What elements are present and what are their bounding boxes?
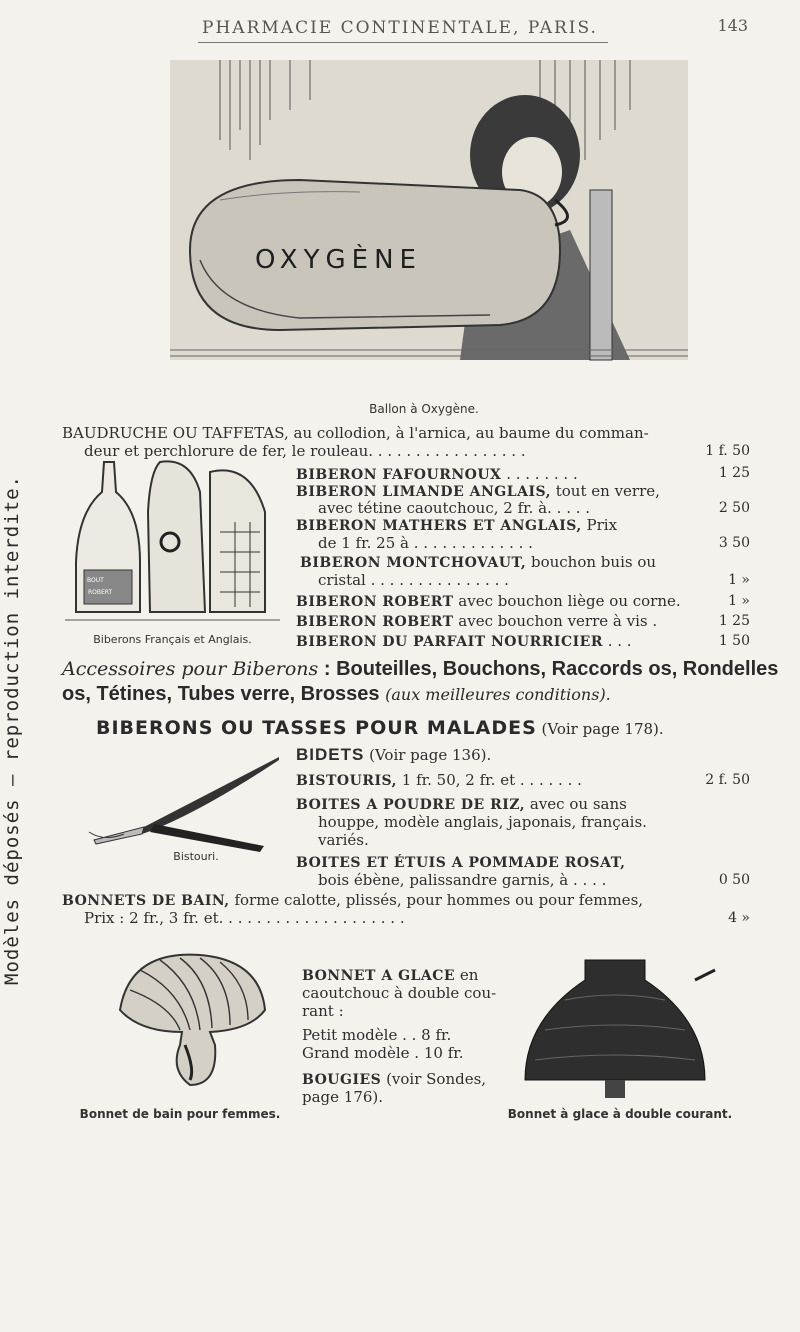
boites-riz-line-1 bbox=[296, 795, 627, 814]
biberon-item-2 bbox=[318, 499, 590, 517]
bonnet-glace-name: BONNET A GLACE bbox=[302, 968, 456, 984]
biberons-illustration bbox=[60, 452, 285, 632]
biberon-price-7: 1 » bbox=[728, 593, 750, 609]
bonnets-bain-name: BONNETS DE BAIN, bbox=[62, 893, 230, 909]
bonnet-glace-line-1 bbox=[302, 966, 478, 985]
boites-pommade-line-1 bbox=[296, 853, 626, 872]
bonnet-glace-petit: Petit modèle . . 8 fr. bbox=[302, 1026, 452, 1044]
balloon-caption: Ballon à Oxygène. bbox=[369, 402, 479, 416]
bidets-line bbox=[296, 746, 491, 764]
accessoires-line-1 bbox=[62, 656, 782, 681]
biberon-price-8: 1 25 bbox=[718, 613, 750, 629]
biberon-name-7: BIBERON ROBERT bbox=[296, 594, 454, 610]
bonnet-glace-caption: Bonnet à glace à double courant. bbox=[507, 1107, 733, 1121]
biberon-desc-4: de 1 fr. 25 à . . . . . . . . . . . . . bbox=[318, 534, 533, 552]
boites-pommade-price: 0 50 bbox=[718, 872, 750, 888]
biberon-name-3: BIBERON MATHERS ET ANGLAIS, bbox=[296, 518, 582, 534]
biberon-name-1: BIBERON LIMANDE ANGLAIS, bbox=[296, 484, 551, 500]
balloon-label: OXYGÈNE bbox=[255, 245, 422, 275]
bistouris-price: 2 f. 50 bbox=[705, 772, 750, 788]
biberon-name-5: BIBERON MONTCHOVAUT, bbox=[300, 555, 527, 571]
biberon-desc-3: Prix bbox=[581, 516, 618, 534]
boites-pommade-name: BOITES ET ÉTUIS A POMMADE ROSAT, bbox=[296, 855, 626, 871]
bonnet-glace-desc-1: en bbox=[455, 966, 479, 984]
biberon-name-0: BIBERON FAFOURNOUX bbox=[296, 467, 502, 483]
side-stamp bbox=[0, 290, 24, 1170]
bidets-ref: (Voir page 136). bbox=[364, 746, 492, 764]
biberon-desc-5: bouchon buis ou bbox=[526, 553, 657, 571]
bonnet-glace-line-2: caoutchouc à double cou- bbox=[302, 984, 497, 1002]
accessoires-list-2: os, Tétines, Tubes verre, Brosses bbox=[62, 683, 386, 705]
bonnet-glace-grand: Grand modèle . 10 fr. bbox=[302, 1044, 464, 1062]
biberon-item-6 bbox=[318, 571, 509, 589]
oxygen-balloon-engraving bbox=[160, 60, 688, 380]
bougies-ref: (voir Sondes, bbox=[381, 1070, 487, 1088]
bougies-line-1 bbox=[302, 1070, 486, 1089]
malades-heading bbox=[96, 717, 664, 739]
bougies-line-2: page 176). bbox=[302, 1088, 384, 1106]
page-number: 143 bbox=[717, 16, 748, 35]
header-rule bbox=[198, 42, 608, 43]
biberon-price-9: 1 50 bbox=[718, 633, 750, 649]
boites-riz-name: BOITES A POUDRE DE RIZ, bbox=[296, 797, 526, 813]
biberon-desc-2: avec tétine caoutchouc, 2 fr. à. . . . . bbox=[318, 499, 591, 517]
malades-title: BIBERONS OU TASSES POUR MALADES bbox=[96, 717, 537, 739]
biberon-desc-0: . . . . . . . . bbox=[501, 465, 578, 483]
bistouris-line bbox=[296, 771, 582, 790]
oxygen-balloon-illustration bbox=[160, 60, 688, 380]
bonnet-bain-illustration bbox=[100, 950, 275, 1090]
baudruche-line-1 bbox=[62, 424, 649, 442]
bistouris-desc: 1 fr. 50, 2 fr. et . . . . . . . bbox=[396, 771, 582, 789]
biberon-desc-8: avec bouchon verre à vis . bbox=[453, 612, 658, 630]
bonnet-femmes-caption: Bonnet de bain pour femmes. bbox=[79, 1107, 281, 1121]
bonnets-bain-line-2: Prix : 2 fr., 3 fr. et. . . . . . . . . . . . . . . . . . . . bbox=[84, 909, 405, 927]
biberon-price-2: 2 50 bbox=[718, 500, 750, 516]
baudruche-line-2: deur et perchlorure de fer, le rouleau. . . . . . . . . . . . . . . . . bbox=[84, 442, 526, 460]
accessoires-note: (aux meilleures conditions). bbox=[385, 685, 611, 704]
boites-riz-desc-1: avec ou sans bbox=[525, 795, 627, 813]
biberon-name-8: BIBERON ROBERT bbox=[296, 614, 454, 630]
bistouri-illustration bbox=[84, 752, 284, 862]
accessoires-intro: Accessoires pour Biberons bbox=[62, 658, 319, 680]
bougies-name: BOUGIES bbox=[302, 1072, 382, 1088]
boites-riz-line-3: variés. bbox=[318, 831, 369, 849]
malades-ref: (Voir page 178). bbox=[536, 720, 664, 738]
biberon-desc-1: tout en verre, bbox=[550, 482, 660, 500]
boites-riz-line-2: houppe, modèle anglais, japonais, français. bbox=[318, 813, 647, 831]
biberons-caption: Biberons Français et Anglais. bbox=[93, 633, 252, 646]
bistouri-caption: Bistouri. bbox=[173, 850, 219, 863]
bonnets-bain-line-1 bbox=[62, 891, 643, 910]
accessoires-list-1: : Bouteilles, Bouchons, Raccords os, Rondelles bbox=[318, 658, 779, 680]
biberon-name-9: BIBERON DU PARFAIT NOURRICIER bbox=[296, 634, 603, 650]
biberon-desc-9: . . . bbox=[602, 632, 632, 650]
biberon-desc-7: avec bouchon liège ou corne. bbox=[453, 592, 681, 610]
biberon-desc-6: cristal . . . . . . . . . . . . . . . bbox=[318, 571, 509, 589]
bidets-name: BIDETS bbox=[296, 745, 365, 764]
boites-pommade-line-2: bois ébène, palissandre garnis, à . . . . bbox=[318, 871, 607, 889]
bonnets-bain-desc: forme calotte, plissés, pour hommes ou pour femmes, bbox=[229, 891, 644, 909]
biberon-label-2: ROBERT bbox=[88, 589, 113, 596]
bonnet-glace-line-3: rant : bbox=[302, 1002, 344, 1020]
biberon-price-6: 1 » bbox=[728, 572, 750, 588]
bonnet-glace-illustration bbox=[505, 950, 725, 1100]
side-stamp-text: Modèles déposés — reproduction interdite. bbox=[1, 475, 23, 985]
bonnets-bain-price: 4 » bbox=[728, 910, 750, 926]
accessoires-line-2 bbox=[62, 681, 782, 707]
baudruche-price: 1 f. 50 bbox=[705, 443, 750, 459]
biberon-item-7 bbox=[296, 592, 681, 611]
biberon-item-3 bbox=[296, 516, 617, 535]
accessoires-paragraph bbox=[62, 656, 782, 707]
biberon-item-4 bbox=[318, 534, 533, 552]
biberon-item-9 bbox=[296, 632, 632, 651]
biberon-price-0: 1 25 bbox=[718, 465, 750, 481]
page-title: PHARMACIE CONTINENTALE, PARIS. bbox=[202, 18, 598, 38]
bistouris-name: BISTOURIS, bbox=[296, 773, 397, 789]
biberon-label-1: BOUT bbox=[87, 577, 104, 584]
baudruche-text-1: BAUDRUCHE OU TAFFETAS, au collodion, à l'arnica, au baume du comman- bbox=[62, 424, 649, 442]
biberon-item-5 bbox=[300, 553, 656, 572]
biberon-price-4: 3 50 bbox=[718, 535, 750, 551]
biberon-item-8 bbox=[296, 612, 657, 631]
page-header bbox=[0, 18, 800, 48]
